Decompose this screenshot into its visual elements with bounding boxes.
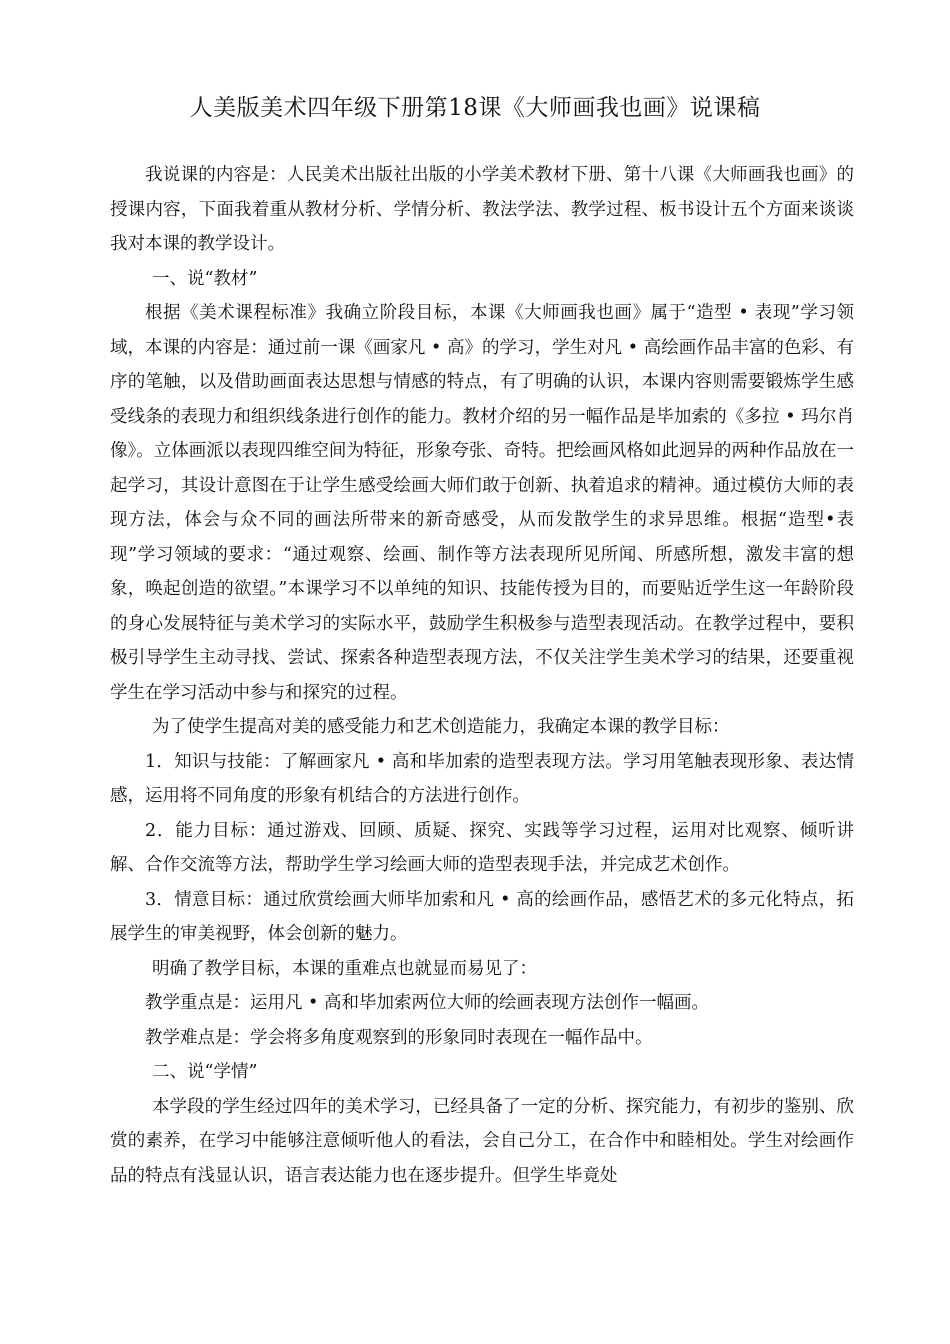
section-heading-textbook: 一、说“教材” — [152, 268, 258, 289]
paragraph-goal-emotion: 3．情意目标：通过欣赏绘画大师毕加索和凡 • 高的绘画作品，感悟艺术的多元化特点，拓展学生的审美视野，体会创新的魅力。 — [110, 889, 854, 944]
paragraph-key-points-intro: 明确了教学目标，本课的重难点也就显而易见了： — [152, 958, 537, 979]
paragraph-goals-intro: 为了使学生提高对美的感受能力和艺术创造能力，我确定本课的教学目标： — [152, 717, 730, 737]
paragraph-intro: 我说课的内容是：人民美术出版社出版的小学美术教材下册、第十八课《大师画我也画》的授课内容，下面我着重从教材分析、学情分析、教法学法、教学过程、板书设计五个方面来谈谈我对本课的教学设计。 — [110, 165, 854, 254]
document-body — [110, 158, 854, 1193]
paragraph-key-point: 教学重点是：运用凡 • 高和毕加索两位大师的绘画表现方法创作一幅画。 — [145, 993, 709, 1013]
paragraph-goal-ability: 2．能力目标：通过游戏、回顾、质疑、探究、实践等学习过程，运用对比观察、倾听讲解、合作交流等方法，帮助学生学习绘画大师的造型表现手法，并完成艺术创作。 — [110, 820, 854, 875]
paragraph-student-analysis: 本学段的学生经过四年的美术学习，已经具备了一定的分析、探究能力，有初步的鉴别、欣赏的素养，在学习中能够注意倾听他人的看法，会自己分工，在合作中和睦相处。学生对绘画作品的特点有浅显认识，语言表达能力也在逐步提升。但学生毕竟处 — [110, 1096, 854, 1186]
document-title: 人美版美术四年级下册第18课《大师画我也画》说课稿 — [189, 95, 761, 121]
paragraph-goal-knowledge: 1．知识与技能：了解画家凡 • 高和毕加索的造型表现方法。学习用笔触表现形象、表达情感，运用将不同角度的形象有机结合的方法进行创作。 — [110, 751, 854, 806]
paragraph-difficult-point: 教学难点是：学会将多角度观察到的形象同时表现在一幅作品中。 — [145, 1027, 653, 1048]
paragraph-textbook-analysis: 根据《美术课程标准》我确立阶段目标，本课《大师画我也画》属于“造型 • 表现”学习领域，本课的内容是：通过前一课《画家凡 • 高》的学习，学生对凡 • 高绘画作品丰富的色彩、有序的笔触，以及借助画面表达思想与情感的特点，有了明确的认识，本课内容则需要锻炼学生感受线条的表现力和组织线条进行创作的能力。教材介绍的另一幅作品是毕加索的《多拉 • 玛尔肖像》。立体画派以表现四维空间为特征，形象夸张、奇特。把绘画风格如此迥异的两种作品放在一起学习，其设计意图在于让学生感受绘画大师们敢于创新、执着追求的精神。通过模仿大师的表现方法，体会与众不同的画法所带来的新奇感受，从而发散学生的求异思维。根据“造型•表现”学习领域的要求：“通过观察、绘画、制作等方法表现所见所闻、所感所想，激发丰富的想象，唤起创造的欲望。”本课学习不以单纯的知识、技能传授为目的，而要贴近学生这一年龄阶段的身心发展特征与美术学习的实际水平，鼓励学生积极参与造型表现活动。在教学过程中，要积极引导学生主动寻找、尝试、探索各种造型表现方法，不仅关注学生美术学习的结果，还要重视学生在学习活动中参与和探究的过程。 — [110, 303, 854, 703]
section-heading-students: 二、说“学情” — [152, 1062, 258, 1082]
